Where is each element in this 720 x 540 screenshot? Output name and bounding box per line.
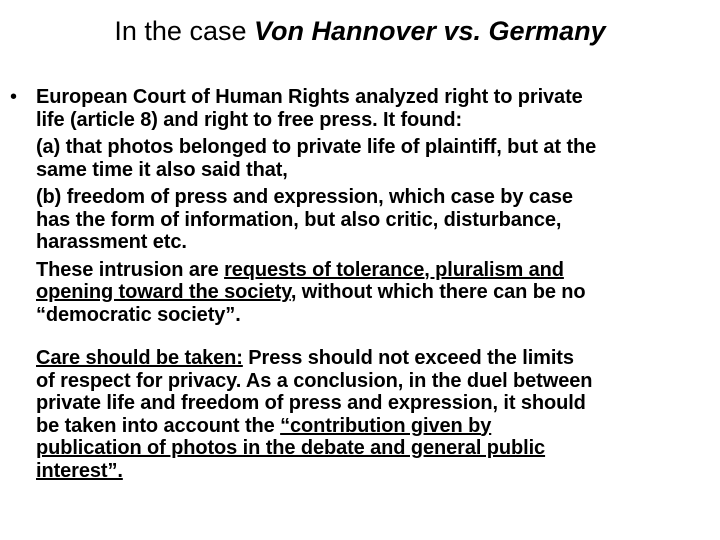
care-line-3: private life and freedom of press and expression, it should	[36, 392, 586, 414]
title-prefix: In the case	[114, 16, 254, 46]
care-line-2: of respect for privacy. As a conclusion, in the duel between	[36, 369, 593, 392]
care-line-6-underlined: interest”.	[36, 459, 123, 482]
point-b-line-1: (b) freedom of press and expression, which case by case	[36, 186, 573, 208]
intrusion-line-3: “democratic society”.	[36, 303, 241, 326]
point-b-line-2: has the form of information, but also critic, disturbance,	[36, 208, 562, 231]
care-line-4-underlined: “contribution given by	[280, 414, 492, 437]
care-line-4	[36, 415, 720, 438]
point-a-line-2: same time it also said that,	[36, 158, 288, 181]
slide-title	[0, 14, 720, 48]
intro-line-1: European Court of Human Rights analyzed right to private	[36, 86, 583, 108]
title-case-name: Von Hannover vs. Germany	[253, 16, 606, 46]
care-line-1-underlined: Care should be taken:	[36, 347, 243, 369]
care-line-5-underlined: publication of photos in the debate and general public	[36, 437, 546, 459]
care-line-4-prefix: be taken into account the	[36, 414, 281, 437]
intro-line-2: life (article 8) and right to free press. It found:	[36, 108, 463, 131]
bullet-icon: •	[10, 86, 18, 108]
intrusion-line-1-underlined: requests of tolerance, pluralism and	[224, 258, 564, 281]
care-line-5	[36, 437, 720, 460]
intrusion-line-1-prefix: These intrusion are	[36, 258, 225, 281]
intrusion-line-1	[36, 259, 720, 282]
slide-body	[36, 86, 720, 482]
care-line-1-suffix: Press should not exceed the limits	[242, 347, 574, 369]
intrusion-line-2	[36, 281, 720, 304]
point-a-line-1: (a) that photos belonged to private life of plaintiff, but at the	[36, 136, 597, 158]
point-b-line-3: harassment etc.	[36, 231, 187, 253]
care-line-1	[36, 347, 720, 370]
care-line-6	[36, 460, 720, 483]
intrusion-line-2-suffix: , without which there can be no	[290, 281, 586, 303]
intrusion-line-2-underlined: opening toward the society	[36, 281, 291, 303]
